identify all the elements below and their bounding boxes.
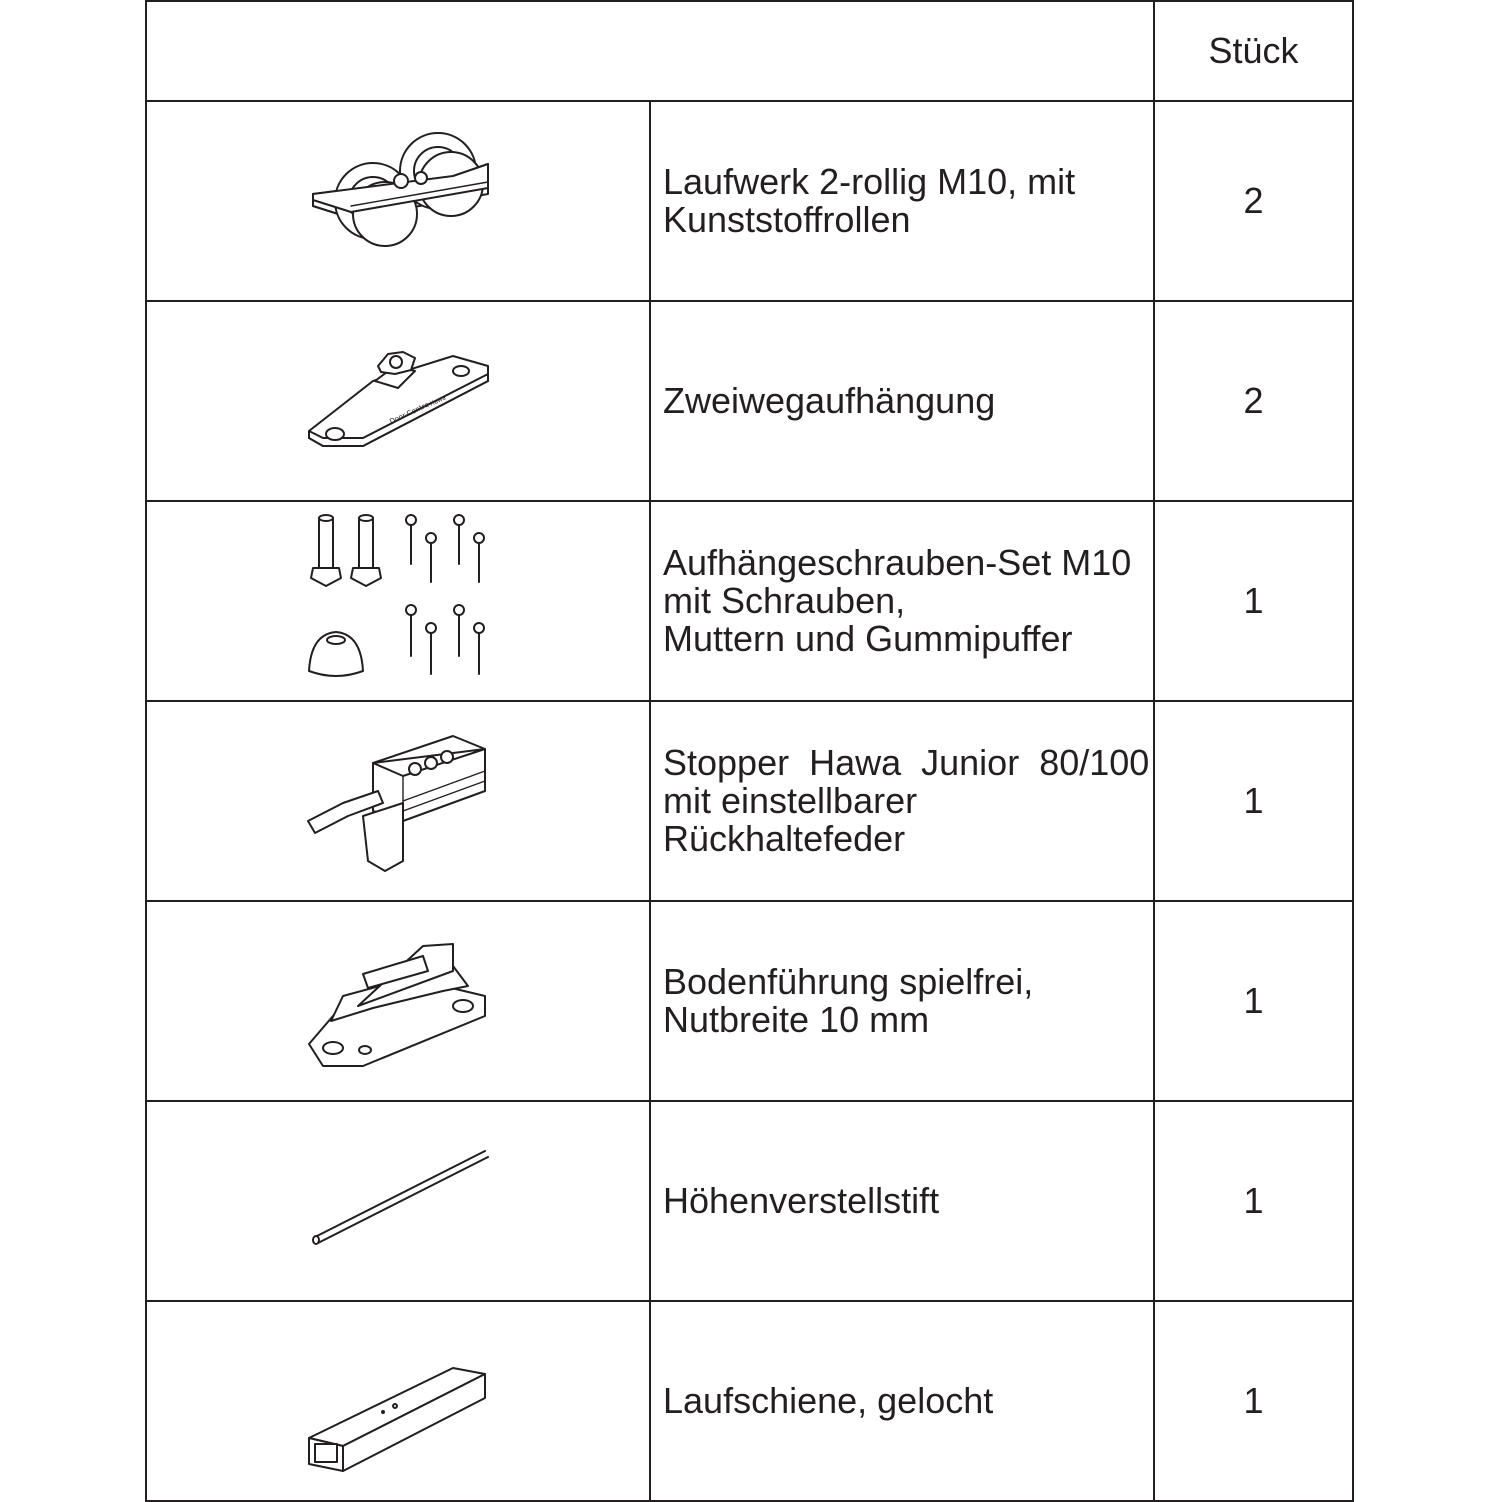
item-description [650, 1301, 1154, 1501]
table-row [146, 701, 1353, 901]
item-image-cell [146, 901, 650, 1101]
qty-column-header: Stück [1154, 1, 1353, 101]
item-image-cell [146, 1301, 650, 1501]
floor-guide-icon [303, 926, 493, 1076]
item-description [650, 101, 1154, 301]
parts-list-table [145, 0, 1354, 1502]
table-row [146, 501, 1353, 701]
two-way-hanger-icon [303, 326, 493, 476]
table-row [146, 101, 1353, 301]
description-line: Höhenverstellstift [663, 1180, 940, 1221]
header-empty-cell [146, 1, 1154, 101]
description-line: mit einstellbarer Rückhaltefeder [663, 780, 918, 859]
item-description [650, 701, 1154, 901]
description-line: Muttern und Gummipuffer [663, 618, 1073, 659]
table-row [146, 1101, 1353, 1301]
item-image-cell [146, 501, 650, 701]
item-description [650, 301, 1154, 501]
track-rail-icon [303, 1326, 493, 1476]
stopper-icon [303, 721, 493, 881]
item-qty: 2 [1154, 101, 1353, 301]
description-line: Bodenführung spielfrei, Nutbreite 10 mm [663, 961, 1034, 1040]
item-description [650, 501, 1154, 701]
item-image-cell [146, 1101, 650, 1301]
description-line: Laufwerk 2-rollig M10, mit Kunststoffrollen [663, 161, 1076, 240]
description-line: Zweiwegaufhängung [663, 380, 996, 421]
item-image-cell [146, 701, 650, 901]
screw-set-icon [301, 506, 495, 696]
description-line: Aufhängeschrauben-Set M10 mit Schrauben, [663, 542, 1132, 621]
item-description [650, 901, 1154, 1101]
svg-text:Hawa: Hawa [428, 394, 448, 408]
item-image-cell [146, 301, 650, 501]
description-line: Laufschiene, gelocht [663, 1380, 994, 1421]
item-description [650, 1101, 1154, 1301]
item-qty: 1 [1154, 1101, 1353, 1301]
svg-text:Door-Centre: Door-Centre [388, 400, 431, 426]
table-row [146, 1301, 1353, 1501]
table-header-row [146, 1, 1353, 101]
description-line: Stopper Hawa Junior 80/100 [663, 742, 1150, 783]
item-qty: 1 [1154, 501, 1353, 701]
trolley-icon [303, 126, 493, 276]
item-qty: 1 [1154, 701, 1353, 901]
height-pin-icon [303, 1141, 493, 1261]
item-qty: 1 [1154, 901, 1353, 1101]
table-row [146, 301, 1353, 501]
item-qty: 1 [1154, 1301, 1353, 1501]
item-qty: 2 [1154, 301, 1353, 501]
table-row [146, 901, 1353, 1101]
item-image-cell [146, 101, 650, 301]
